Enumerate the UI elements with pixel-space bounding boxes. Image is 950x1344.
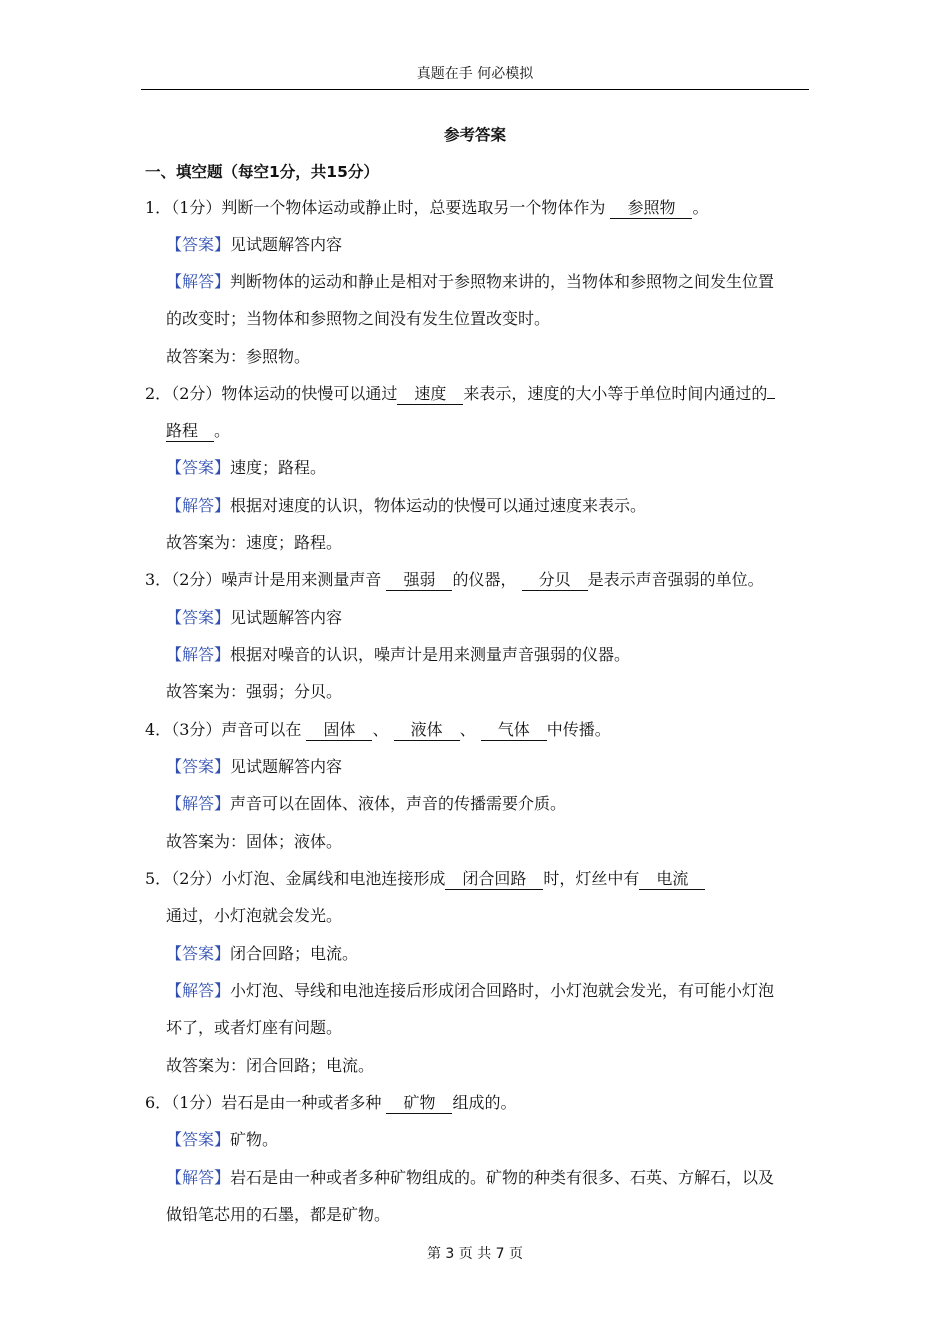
question-1 bbox=[145, 197, 709, 219]
analysis-text: 根据对噪音的认识，噪声计是用来测量声音强弱的仪器。 bbox=[230, 645, 631, 664]
answer-line bbox=[166, 457, 326, 479]
blank-answer: 闭合回路 bbox=[445, 869, 543, 890]
answer-tag: 【答案】 bbox=[166, 1130, 231, 1149]
separator: 、 bbox=[459, 720, 476, 739]
analysis-continuation: 的改变时；当物体和参照物之间没有发生位置改变时。 bbox=[166, 309, 551, 328]
analysis-line bbox=[166, 980, 774, 1002]
question-text: 中传播。 bbox=[546, 720, 611, 739]
answer-text: 闭合回路；电流。 bbox=[230, 944, 359, 963]
analysis-text: 根据对速度的认识，物体运动的快慢可以通过速度来表示。 bbox=[230, 496, 647, 515]
question-number: 6． bbox=[145, 1093, 172, 1112]
blank-answer: 固体 bbox=[306, 720, 372, 741]
analysis-line bbox=[166, 1167, 774, 1189]
question-number: 1． bbox=[145, 198, 172, 217]
final-answer: 故答案为：固体；液体。 bbox=[166, 832, 343, 851]
question-text: 噪声计是用来测量声音 bbox=[221, 570, 382, 589]
analysis-text: 小灯泡、导线和电池连接后形成闭合回路时，小灯泡就会发光，有可能小灯泡 bbox=[230, 981, 775, 1000]
answer-line bbox=[166, 756, 342, 778]
question-6 bbox=[145, 1092, 517, 1114]
separator: 、 bbox=[372, 720, 389, 739]
question-text: 是表示声音强弱的单位。 bbox=[587, 570, 764, 589]
analysis-line bbox=[166, 495, 646, 517]
answer-line bbox=[166, 1129, 278, 1151]
analysis-line bbox=[166, 793, 566, 815]
question-score: （1分） bbox=[171, 1093, 222, 1112]
analysis-tag: 【解答】 bbox=[166, 645, 231, 664]
answer-tag: 【答案】 bbox=[166, 944, 231, 963]
answer-text: 见试题解答内容 bbox=[230, 235, 343, 254]
question-2-continuation bbox=[166, 420, 230, 442]
analysis-continuation: 坏了，或者灯座有问题。 bbox=[166, 1018, 343, 1037]
section-heading: 一、填空题（每空1分，共15分） bbox=[145, 163, 379, 181]
answer-tag: 【答案】 bbox=[166, 458, 231, 477]
answer-line bbox=[166, 234, 342, 256]
question-text: 判断一个物体运动或静止时，总要选取另一个物体作为 bbox=[221, 198, 606, 217]
question-text: 岩石是由一种或者多种 bbox=[221, 1093, 382, 1112]
analysis-tag: 【解答】 bbox=[166, 1168, 231, 1187]
page-footer: 第 3 页 共 7 页 bbox=[426, 1246, 524, 1262]
answer-text: 见试题解答内容 bbox=[230, 608, 343, 627]
question-2 bbox=[145, 383, 775, 405]
question-text: 声音可以在 bbox=[221, 720, 302, 739]
blank-start bbox=[767, 398, 775, 399]
question-score: （3分） bbox=[171, 720, 222, 739]
answer-tag: 【答案】 bbox=[166, 757, 231, 776]
question-text: 的仪器， bbox=[452, 570, 517, 589]
question-text: 时，灯丝中有 bbox=[543, 869, 640, 888]
page-title: 参考答案 bbox=[443, 126, 506, 144]
blank-answer: 气体 bbox=[481, 720, 547, 741]
final-answer: 故答案为：速度；路程。 bbox=[166, 533, 343, 552]
analysis-tag: 【解答】 bbox=[166, 981, 231, 1000]
analysis-line bbox=[166, 644, 630, 666]
answer-text: 矿物。 bbox=[230, 1130, 279, 1149]
header-text: 真题在手 何必模拟 bbox=[416, 66, 534, 82]
page-header bbox=[141, 64, 809, 90]
blank-answer: 路程 bbox=[166, 421, 214, 442]
question-number: 4． bbox=[145, 720, 172, 739]
blank-answer: 分贝 bbox=[522, 570, 588, 591]
blank-answer: 矿物 bbox=[386, 1093, 452, 1114]
final-answer: 故答案为：强弱；分贝。 bbox=[166, 682, 343, 701]
answer-tag: 【答案】 bbox=[166, 608, 231, 627]
analysis-tag: 【解答】 bbox=[166, 272, 231, 291]
analysis-line bbox=[166, 271, 774, 293]
analysis-text: 判断物体的运动和静止是相对于参照物来讲的，当物体和参照物之间发生位置 bbox=[230, 272, 775, 291]
final-answer: 故答案为：参照物。 bbox=[166, 347, 311, 366]
question-5-continuation: 通过，小灯泡就会发光。 bbox=[166, 906, 343, 925]
analysis-tag: 【解答】 bbox=[166, 794, 231, 813]
analysis-continuation: 做铅笔芯用的石墨，都是矿物。 bbox=[166, 1205, 391, 1224]
question-text: 组成的。 bbox=[452, 1093, 517, 1112]
question-3 bbox=[145, 569, 764, 591]
blank-answer: 强弱 bbox=[386, 570, 452, 591]
question-text: 。 bbox=[692, 198, 709, 217]
answer-tag: 【答案】 bbox=[166, 235, 231, 254]
analysis-text: 岩石是由一种或者多种矿物组成的。矿物的种类有很多、石英、方解石，以及 bbox=[230, 1168, 775, 1187]
question-number: 2． bbox=[145, 384, 172, 403]
question-score: （2分） bbox=[171, 869, 222, 888]
question-5 bbox=[145, 868, 705, 890]
question-score: （1分） bbox=[171, 198, 222, 217]
answer-text: 见试题解答内容 bbox=[230, 757, 343, 776]
final-answer: 故答案为：闭合回路；电流。 bbox=[166, 1056, 375, 1075]
blank-answer: 液体 bbox=[394, 720, 460, 741]
answer-line bbox=[166, 607, 342, 629]
blank-answer: 电流 bbox=[639, 869, 705, 890]
analysis-tag: 【解答】 bbox=[166, 496, 231, 515]
question-text: 物体运动的快慢可以通过 bbox=[221, 384, 398, 403]
question-number: 3． bbox=[145, 570, 172, 589]
blank-answer: 速度 bbox=[397, 384, 463, 405]
question-number: 5． bbox=[145, 869, 172, 888]
question-text: 来表示，速度的大小等于单位时间内通过的 bbox=[463, 384, 768, 403]
analysis-text: 声音可以在固体、液体，声音的传播需要介质。 bbox=[230, 794, 567, 813]
question-4 bbox=[145, 719, 611, 741]
blank-answer: 参照物 bbox=[610, 198, 692, 219]
question-text: 。 bbox=[214, 421, 231, 440]
question-score: （2分） bbox=[171, 384, 222, 403]
answer-line bbox=[166, 943, 358, 965]
question-text: 小灯泡、金属线和电池连接形成 bbox=[221, 869, 446, 888]
question-score: （2分） bbox=[171, 570, 222, 589]
answer-text: 速度；路程。 bbox=[230, 458, 327, 477]
